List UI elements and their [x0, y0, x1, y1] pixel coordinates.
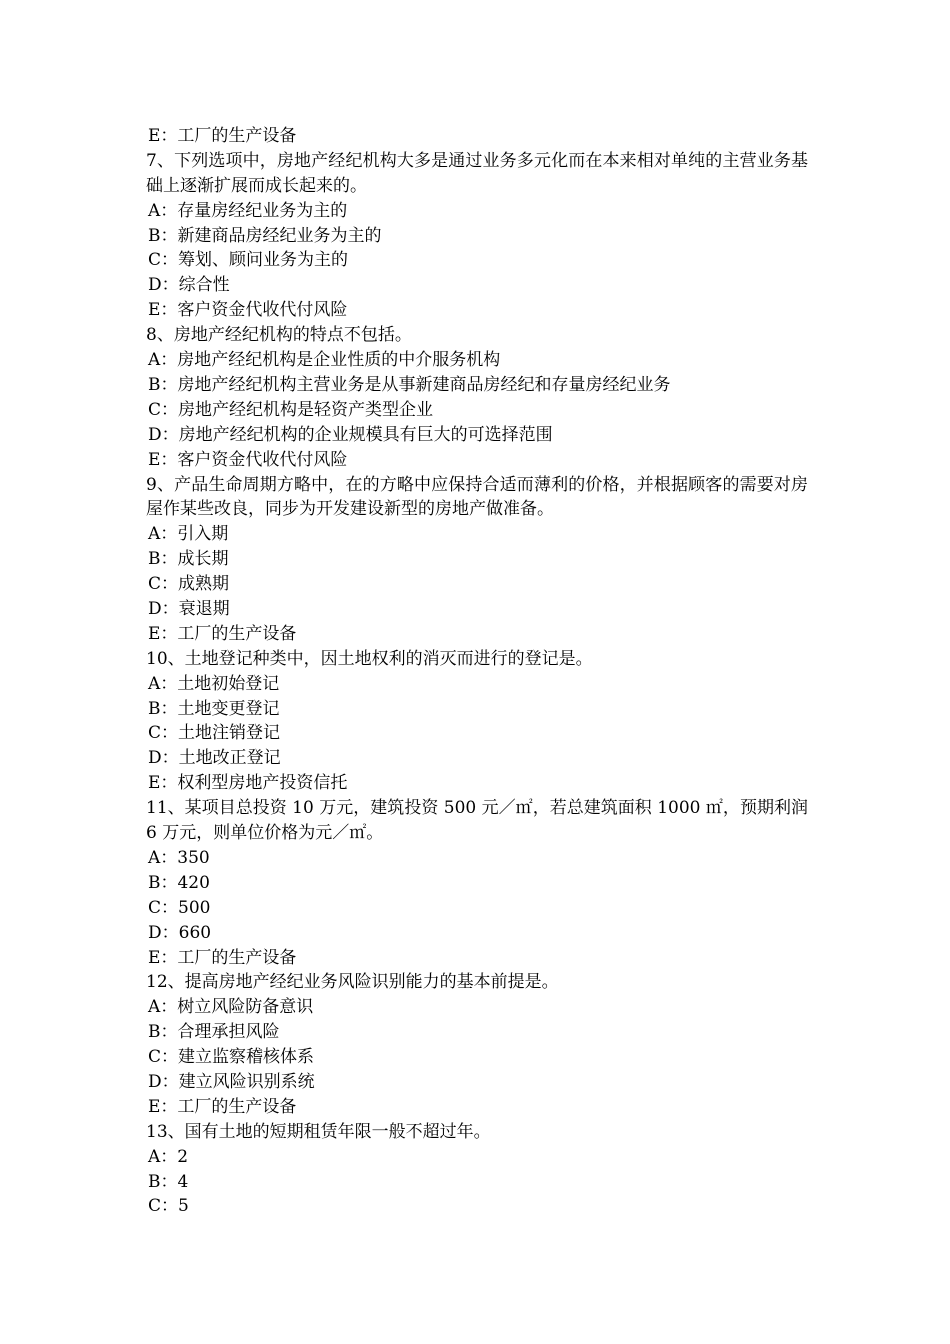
answer-option: A：引入期: [148, 524, 229, 545]
answer-option: C：500: [148, 897, 211, 918]
answer-option: B：房地产经纪机构主营业务是从事新建商品房经纪和存量房经纪业务: [148, 374, 671, 395]
answer-option: C：筹划、顾问业务为主的: [148, 250, 349, 271]
document-page: [146, 124, 808, 1219]
answer-option: D：土地改正登记: [148, 748, 281, 769]
question-block: [146, 323, 808, 472]
question-list: [146, 149, 808, 1219]
answer-option: A：2: [148, 1146, 189, 1167]
question-text: 8、房地产经纪机构的特点不包括。: [146, 325, 412, 346]
question-block: [146, 647, 808, 796]
question-block: [146, 1120, 808, 1220]
answer-option: B：420: [148, 872, 210, 893]
question-text: 9、产品生命周期方略中，在的方略中应保持合适而薄利的价格，并根据顾客的需要对房屋作某些改良，同步为开发建设新型的房地产做准备。: [146, 474, 808, 520]
answer-option: B：合理承担风险: [148, 1022, 280, 1043]
answer-option: A：350: [148, 847, 210, 868]
answer-option: A：树立风险防备意识: [148, 997, 314, 1018]
answer-option: A：房地产经纪机构是企业性质的中介服务机构: [148, 350, 501, 371]
answer-option: E：客户资金代收代付风险: [148, 300, 348, 321]
answer-option: D：660: [148, 922, 212, 943]
answer-option: E：工厂的生产设备: [148, 623, 297, 644]
answer-option: A：存量房经纪业务为主的: [148, 200, 348, 221]
question-text: 10、土地登记种类中，因土地权利的消灭而进行的登记是。: [146, 648, 593, 669]
answer-option: A：土地初始登记: [148, 673, 280, 694]
question-text: 12、提高房地产经纪业务风险识别能力的基本前提是。: [146, 972, 559, 993]
leading-option: E：工厂的生产设备: [148, 126, 297, 146]
answer-option: B：成长期: [148, 549, 229, 570]
answer-option: C：成熟期: [148, 574, 230, 595]
answer-option: D：建立风险识别系统: [148, 1071, 315, 1092]
question-block: [146, 970, 808, 1119]
answer-option: D：衰退期: [148, 599, 230, 619]
answer-option: D：综合性: [148, 275, 230, 296]
answer-option: D：房地产经纪机构的企业规模具有巨大的可选择范围: [148, 424, 553, 445]
question-text: 7、下列选项中，房地产经纪机构大多是通过业务多元化而在本来相对单纯的主营业务基础上逐渐扩展而成长起来的。: [146, 150, 808, 196]
answer-option: C：5: [148, 1196, 189, 1217]
question-block: [146, 149, 808, 323]
answer-option: B：新建商品房经纪业务为主的: [148, 225, 382, 246]
question-block: [146, 473, 808, 647]
answer-option: E：权利型房地产投资信托: [148, 773, 348, 794]
answer-option: E：工厂的生产设备: [148, 947, 297, 968]
answer-option: B：土地变更登记: [148, 698, 280, 719]
answer-option: B：4: [148, 1171, 189, 1192]
answer-option: C：房地产经纪机构是轻资产类型企业: [148, 399, 434, 420]
answer-option: E：客户资金代收代付风险: [148, 449, 348, 470]
question-text: 13、国有土地的短期租赁年限一般不超过年。: [146, 1121, 491, 1142]
question-text: 11、某项目总投资 10 万元，建筑投资 500 元／㎡，若总建筑面积 1000 ㎡，预期利润 6 万元，则单位价格为元／㎡。: [146, 798, 808, 844]
answer-option: E：工厂的生产设备: [148, 1096, 297, 1117]
answer-option: C：建立监察稽核体系: [148, 1047, 315, 1068]
answer-option: C：土地注销登记: [148, 723, 281, 744]
question-block: [146, 796, 808, 970]
